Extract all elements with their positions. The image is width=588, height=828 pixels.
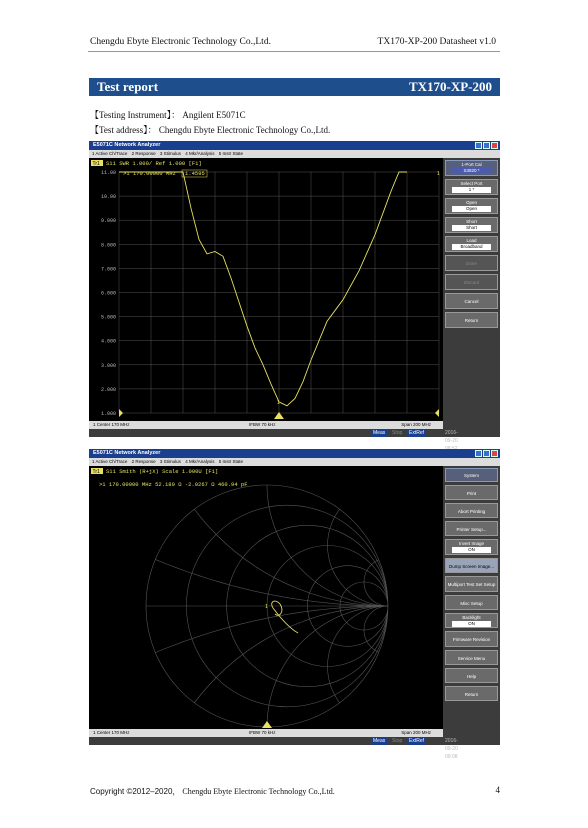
timestamp: 2016-09-20 09:08	[445, 738, 458, 760]
meas-indicator: Meas	[373, 738, 386, 744]
softkey-open[interactable]	[445, 198, 498, 214]
y-tick-label: 1.000	[100, 411, 116, 417]
softkey-load[interactable]	[445, 236, 498, 252]
marker-readout: >1 170.00000 MHz	[123, 170, 176, 177]
softkey-label: Print	[466, 490, 477, 496]
softkey-label: Done	[466, 261, 477, 266]
analyzer-screenshot-swr	[89, 141, 500, 444]
softkey-dump-screen-image[interactable]	[445, 558, 498, 573]
analyzer-screenshot-smith	[89, 449, 500, 760]
softkey-label: Open	[465, 200, 477, 205]
status-bar	[89, 729, 443, 737]
menu-bar	[89, 150, 500, 158]
footer	[90, 786, 335, 797]
softkey-label: Backlight	[462, 615, 481, 620]
softkey-label: Multiport Test Set Setup	[447, 582, 496, 587]
extref-indicator: ExtRef	[409, 738, 425, 744]
ifbw: IFBW 70 kHz	[249, 422, 276, 427]
timestamp: 2016-09-20	[445, 430, 458, 444]
softkey-return[interactable]	[445, 686, 498, 701]
softkey-return[interactable]	[445, 312, 498, 328]
softkey-multiport-test-set-setup[interactable]	[445, 576, 498, 592]
window-titlebar	[89, 449, 500, 458]
softkey-service-menu[interactable]	[445, 650, 498, 665]
minimize-icon[interactable]	[475, 142, 482, 149]
softkey-label: Misc Setup	[460, 600, 483, 606]
page-number: 4	[495, 785, 500, 795]
banner-title: Test report	[97, 79, 159, 94]
softkey-value: Broadband	[452, 244, 491, 250]
stimulus-marker-icon	[262, 721, 272, 728]
testing-instrument: 【Testing Instrument】： Angilent E5071C	[90, 110, 246, 120]
smith-grid	[89, 466, 443, 729]
marker-readout: >1 170.00000 MHz 52.189 Ω -2.0267 Ω 460.94 pF	[99, 481, 248, 488]
close-icon[interactable]	[491, 450, 498, 457]
maximize-icon[interactable]	[483, 450, 490, 457]
extref-indicator: ExtRef	[409, 430, 425, 436]
trace-info: S11 Smith (R+jX) Scale 1.000U [F1]	[106, 468, 219, 475]
softkey-label: Return	[464, 691, 479, 697]
softkey-value: ON	[452, 547, 491, 553]
softkey-label: Dump Screen Image...	[448, 563, 495, 569]
softkey-value: Open	[452, 206, 491, 212]
softkey-misc-setup[interactable]	[445, 595, 498, 610]
smith-plot	[89, 466, 443, 729]
ref-left-arrow-icon	[119, 409, 123, 417]
y-tick-label: 2.000	[100, 386, 116, 393]
softkey-value: 1 *	[452, 187, 491, 193]
marker-value: 1.4595	[185, 170, 205, 177]
marker-label: 1	[277, 399, 280, 406]
softkey-label: Select Port	[460, 181, 483, 186]
status-bar	[89, 421, 443, 429]
menu-item[interactable]: 2 Response	[131, 151, 156, 156]
y-tick-label: 6.000	[100, 290, 116, 297]
menu-item[interactable]: 4 Mkr/Analysis	[185, 151, 215, 156]
ifbw: IFBW 70 kHz	[249, 730, 276, 735]
ref-marker: 1	[437, 171, 440, 177]
y-tick-label: 4.000	[100, 338, 116, 345]
softkey-label: Load	[466, 238, 477, 243]
swr-chart	[89, 158, 443, 421]
softkey-invert-image[interactable]	[445, 539, 498, 555]
stop-indicator: Stop	[392, 430, 403, 436]
softkey-label: Short	[466, 219, 477, 224]
softkey-value: Short	[452, 225, 491, 231]
softkey-value: S3920 *	[452, 168, 491, 174]
instrument-status	[89, 429, 458, 444]
softkey-label: Help	[466, 673, 477, 679]
softkey-label: Abort Printing	[457, 508, 486, 514]
menu-item[interactable]: 1 Active Ch/Trace	[92, 151, 128, 156]
trace-info: S11 SWR 1.000/ Ref 1.000 [F1]	[106, 160, 202, 167]
softkey-select-port[interactable]	[445, 179, 498, 195]
trace-label: Tr1	[92, 469, 100, 475]
stop-indicator: Stop	[392, 738, 403, 744]
softkey-panel	[443, 466, 500, 745]
softkey-label: System	[463, 473, 479, 478]
close-icon[interactable]	[491, 142, 498, 149]
softkey-label: 1-Port Cal	[461, 162, 482, 167]
copyright: Copyright ©2012–2020，	[90, 787, 181, 796]
menu-item[interactable]: 5 Instr State	[218, 151, 243, 156]
softkey-label: Firmware Revision	[452, 637, 491, 642]
y-tick-label: 5.000	[100, 314, 116, 321]
softkey-backlight[interactable]	[445, 613, 498, 628]
y-tick-label: 3.000	[100, 362, 116, 369]
softkey-label: Invert Image	[458, 541, 484, 546]
swr-trace	[119, 172, 407, 406]
softkey-short[interactable]	[445, 217, 498, 233]
maximize-icon[interactable]	[483, 142, 490, 149]
softkey-label: Return	[464, 318, 479, 323]
header-doc-title: TX170-XP-200 Datasheet v1.0	[377, 37, 496, 47]
window-title: E5071C Network Analyzer	[93, 450, 161, 456]
smith-chart	[89, 466, 443, 729]
trace-label: Tr1	[92, 161, 100, 167]
softkey-discard[interactable]	[445, 274, 498, 290]
y-tick-label: 8.000	[100, 242, 116, 249]
y-tick-label: 10.00	[100, 194, 116, 201]
menu-item[interactable]: 3 Stimulus	[159, 459, 181, 464]
menu-item[interactable]: 3 Stimulus	[159, 151, 181, 156]
softkey-value: ON	[452, 621, 491, 627]
softkey-done[interactable]	[445, 255, 498, 271]
span: Span 200 MHz	[401, 422, 431, 427]
window-title: E5071C Network Analyzer	[93, 142, 161, 148]
minimize-icon[interactable]	[475, 450, 482, 457]
softkey-print[interactable]	[445, 485, 498, 500]
header-company: Chengdu Ebyte Electronic Technology Co.,Ltd.	[90, 37, 271, 47]
softkey-label: Printer Setup...	[456, 526, 487, 532]
menu-item[interactable]: 5 Instr State	[218, 459, 243, 464]
y-tick-label: 7.000	[100, 266, 116, 273]
test-address: 【Test address】： Chengdu Ebyte Electronic Technology Co.,Ltd.	[90, 125, 331, 135]
menu-item[interactable]: 1 Active Ch/Trace	[92, 459, 128, 464]
softkey-label: Service Menu	[457, 655, 486, 661]
softkey-printer-setup[interactable]	[445, 521, 498, 536]
section-banner	[89, 78, 500, 96]
softkey-label: Discard	[463, 280, 480, 285]
marker-label: 1	[265, 604, 268, 610]
softkey-panel	[443, 158, 500, 437]
banner-model: TX170-XP-200	[408, 79, 492, 94]
ref-right-arrow-icon	[435, 409, 439, 417]
span: Span 200 MHz	[401, 730, 431, 735]
center-freq: 1 Center 170 MHz	[93, 422, 130, 427]
meas-indicator: Meas	[373, 430, 386, 436]
softkey-system[interactable]	[445, 468, 498, 482]
softkey-abort-printing[interactable]	[445, 503, 498, 518]
softkey-help[interactable]	[445, 668, 498, 683]
swr-plot	[89, 158, 443, 421]
y-tick-label: 11.00	[100, 170, 116, 176]
softkey-firmware-revision[interactable]	[445, 631, 498, 647]
instrument-status	[89, 737, 458, 760]
softkey-label: Cancel	[464, 299, 479, 304]
menu-item[interactable]: 2 Response	[131, 459, 156, 464]
softkey-cancel[interactable]	[445, 293, 498, 309]
center-freq: 1 Center 170 MHz	[93, 730, 130, 735]
footer-company: Chengdu Ebyte Electronic Technology Co.,Ltd.	[182, 787, 335, 796]
menu-bar	[89, 458, 500, 466]
y-tick-label: 9.000	[100, 218, 116, 225]
softkey-1-port-cal[interactable]	[445, 160, 498, 176]
menu-item[interactable]: 4 Mkr/Analysis	[185, 459, 215, 464]
window-titlebar	[89, 141, 500, 150]
header-rule	[88, 51, 500, 52]
